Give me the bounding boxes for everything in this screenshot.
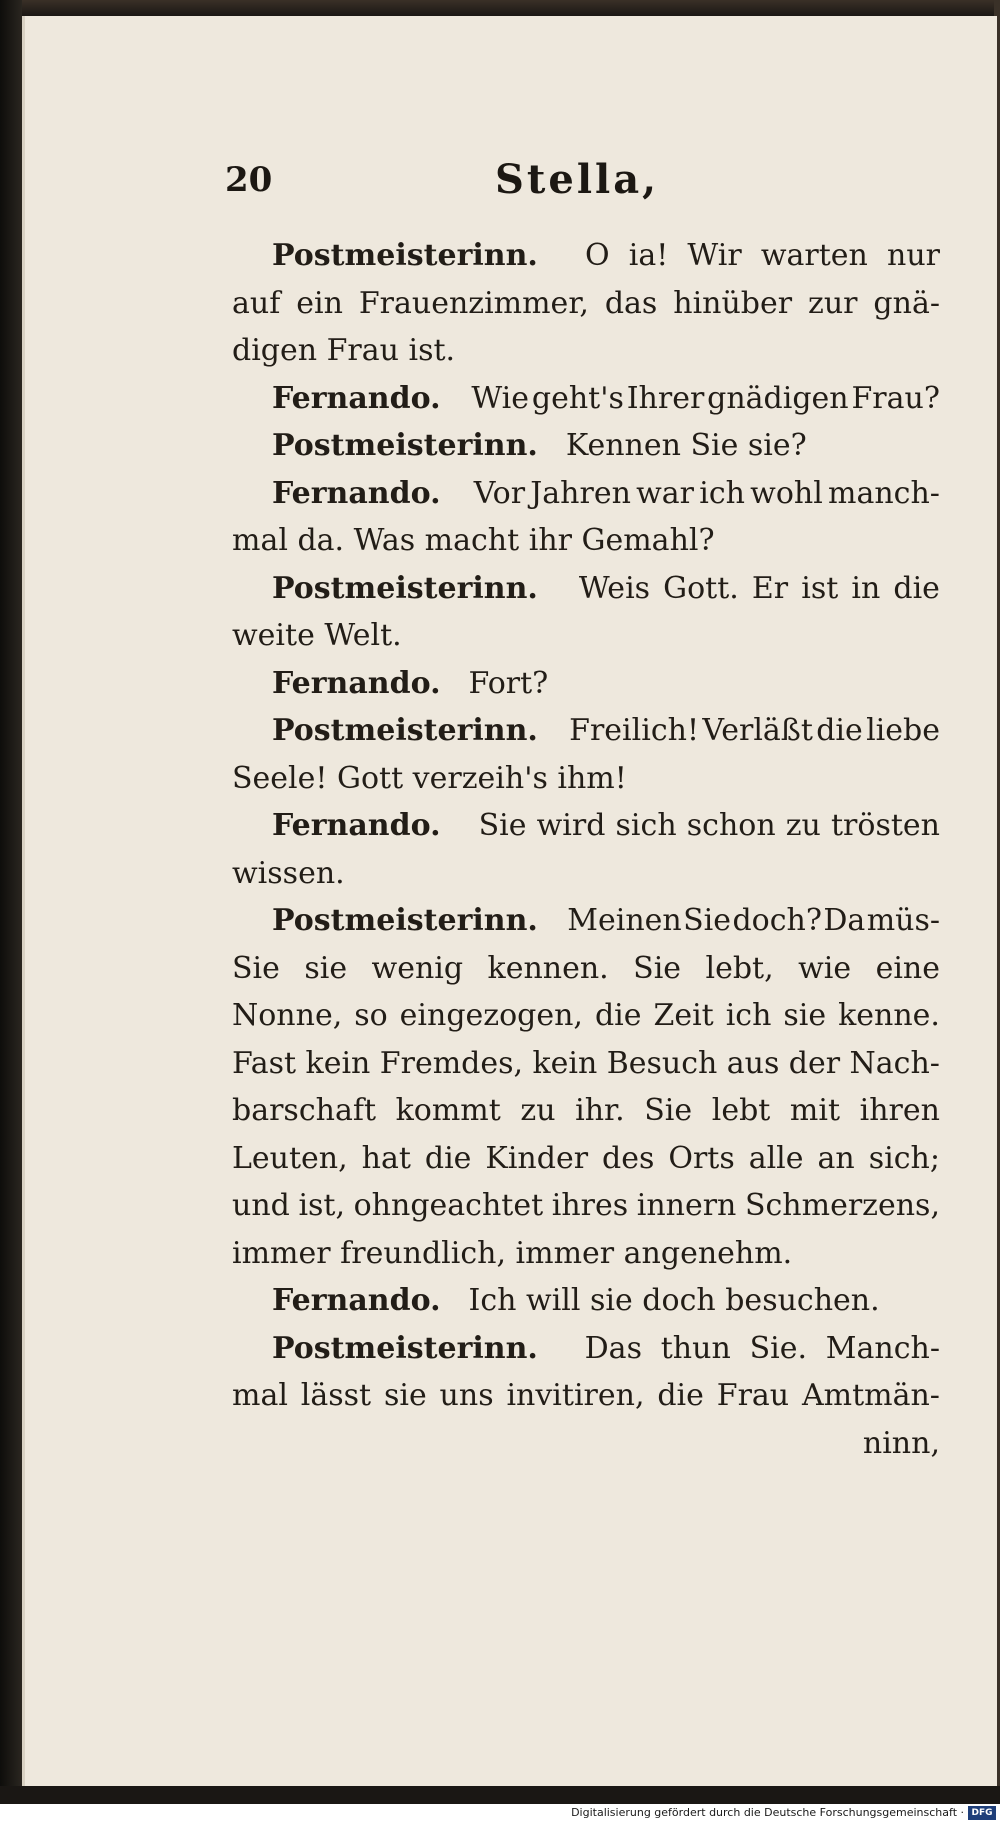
word: mal [232,1378,288,1413]
word: warten [760,238,868,273]
dfg-logo: DFG [968,1806,996,1820]
word: lebt [711,1093,771,1128]
word: ihren [859,1093,940,1128]
word: Manch- [825,1330,940,1366]
word: Wir [687,238,742,273]
text-line [232,1135,940,1183]
word: nur [887,238,940,273]
word: sich [615,808,677,843]
word: schon [686,808,776,843]
speaker-name: Postmeisterinn. [272,428,538,463]
word: das [604,285,658,321]
word: kenne. [838,998,940,1033]
line-text: ninn, [862,1425,940,1461]
text-line [232,1087,940,1135]
word: so [354,998,388,1033]
text-line [232,422,940,470]
page-header [225,156,945,210]
word: Jahren [530,475,631,511]
word: innern [636,1188,737,1223]
page-number: 20 [225,160,273,200]
word: Kinder [485,1140,589,1176]
word: Amtmän- [801,1378,940,1413]
word: lässt [300,1378,372,1413]
text-line [232,327,940,375]
word: Sie [644,1093,693,1128]
word: Verläßt [702,713,813,748]
book-bottom-edge [0,1786,1000,1804]
line-text: mal da. Was macht ihr Gemahl? [232,523,715,558]
word: Sie. [749,1330,807,1366]
text-line [232,280,940,328]
running-title: Stella, [495,156,660,203]
text-line [232,802,940,850]
word: eine [875,950,940,986]
word: ihr. [575,1093,625,1128]
word: Sie [683,903,732,938]
word: kennen. [487,950,609,986]
word: uns [439,1378,494,1413]
word: doch? [732,903,822,938]
word: Das [584,1330,642,1366]
word: Ihrer [626,380,705,416]
line-text: Fort? [468,665,549,701]
line-text: digen Frau ist. [232,333,456,368]
word: Besuch [606,1045,718,1081]
text-line [232,612,940,660]
word: Frauenzimmer, [358,285,589,321]
word: ein [296,285,343,321]
word: Gott. [663,570,739,606]
word: wie [798,950,852,986]
text-line [232,992,940,1040]
digitization-footer [0,1804,1000,1822]
text-line [232,707,940,755]
line-text: wissen. [232,855,345,891]
word: mit [789,1093,841,1128]
word: Wie [471,380,530,416]
word: Nonne, [232,998,343,1033]
word: eingezogen, [399,998,583,1033]
text-line [232,375,940,423]
word: geht's [531,380,624,416]
speaker-name: Postmeisterinn. [272,570,538,606]
word: der [788,1045,841,1081]
word: Fast [232,1045,297,1081]
word: auf [232,285,281,321]
text-line [232,1230,940,1278]
text-line [232,565,940,613]
word: ohngeachtet [353,1188,544,1223]
text-line [232,755,940,803]
word: gnädigen [707,380,849,416]
speaker-name: Postmeisterinn. [272,713,538,748]
word: Er [751,570,789,606]
word: O [584,238,610,273]
word: liebe [866,713,940,748]
word: Orts [668,1140,735,1176]
text-line [232,897,940,945]
speaker-name: Fernando. [272,380,441,416]
text-line [232,232,940,280]
word: Freilich! [569,713,700,748]
word: ich [725,998,772,1033]
word: Fremdes, [379,1045,524,1081]
word: Meinen [567,903,682,938]
word: Da [823,903,866,938]
word: kein [305,1045,371,1081]
word: wohl [750,475,823,511]
word: invitiren, [506,1378,645,1413]
word: barschaft [232,1093,376,1128]
word: in [851,570,881,606]
line-text: Ich will sie doch besuchen. [468,1283,880,1318]
text-line [232,1277,940,1325]
speaker-name: Fernando. [272,1283,441,1318]
word: kein [532,1045,598,1081]
word: und [232,1188,290,1223]
text-line [232,1420,940,1468]
word: Nach- [849,1045,940,1081]
word: lebt, [705,950,774,986]
text-line [232,1325,940,1373]
line-text: weite Welt. [232,618,402,653]
text-line [232,660,940,708]
word: sich; [868,1140,940,1176]
text-line [232,517,940,565]
word: die [424,1140,472,1176]
word: hinüber [673,285,793,321]
word: alle [748,1140,804,1176]
word: die [816,713,863,748]
word: Schmerzens, [744,1188,940,1223]
word: Vor [473,475,526,511]
word: müs- [866,903,940,938]
speaker-name: Postmeisterinn. [272,1330,538,1366]
word: Leuten, [232,1140,348,1176]
text-line [232,1372,940,1420]
word: hat [361,1140,411,1176]
word: zur [808,285,858,321]
word: ihres [551,1188,629,1223]
dialogue-text [232,232,940,1467]
word: kommt [395,1093,501,1128]
line-text: Seele! Gott verzeih's ihm! [232,760,627,796]
text-line [232,1182,940,1230]
word: sie [383,1378,427,1413]
speaker-name: Fernando. [272,808,441,843]
line-text: Kennen Sie sie? [565,428,807,463]
word: ist [801,570,839,606]
word: Frau [716,1378,790,1413]
funding-credit: Digitalisierung gefördert durch die Deutsche Forschungsgemeinschaft · [571,1806,964,1819]
book-gutter [0,0,22,1804]
word: sie [783,998,827,1033]
word: ich [699,475,745,511]
word: thun [660,1330,731,1366]
line-text: immer freundlich, immer angenehm. [232,1235,793,1271]
text-line [232,850,940,898]
word: die [594,998,642,1033]
speaker-name: Fernando. [272,665,441,701]
word: sie [304,950,348,986]
word: ia! [628,238,669,273]
word: Frau? [851,380,940,416]
speaker-name: Fernando. [272,475,441,511]
book-top-edge [0,0,1000,16]
word: wenig [371,950,464,986]
word: Sie [633,950,682,986]
word: wird [536,808,606,843]
word: war [636,475,695,511]
text-line [232,945,940,993]
word: Sie [232,950,280,986]
word: ist, [298,1188,346,1223]
word: aus [726,1045,780,1081]
word: Weis [578,570,651,606]
word: an [817,1140,855,1176]
word: trösten [830,808,940,843]
word: zu [520,1093,556,1128]
text-line [232,470,940,518]
speaker-name: Postmeisterinn. [272,903,538,938]
text-line [232,1040,940,1088]
word: manch- [828,475,940,511]
word: die [657,1378,704,1413]
word: gnä- [873,285,940,321]
word: Zeit [653,998,714,1033]
word: die [893,570,940,606]
word: des [602,1140,655,1176]
speaker-name: Postmeisterinn. [272,238,538,273]
word: Sie [478,808,527,843]
word: zu [785,808,821,843]
